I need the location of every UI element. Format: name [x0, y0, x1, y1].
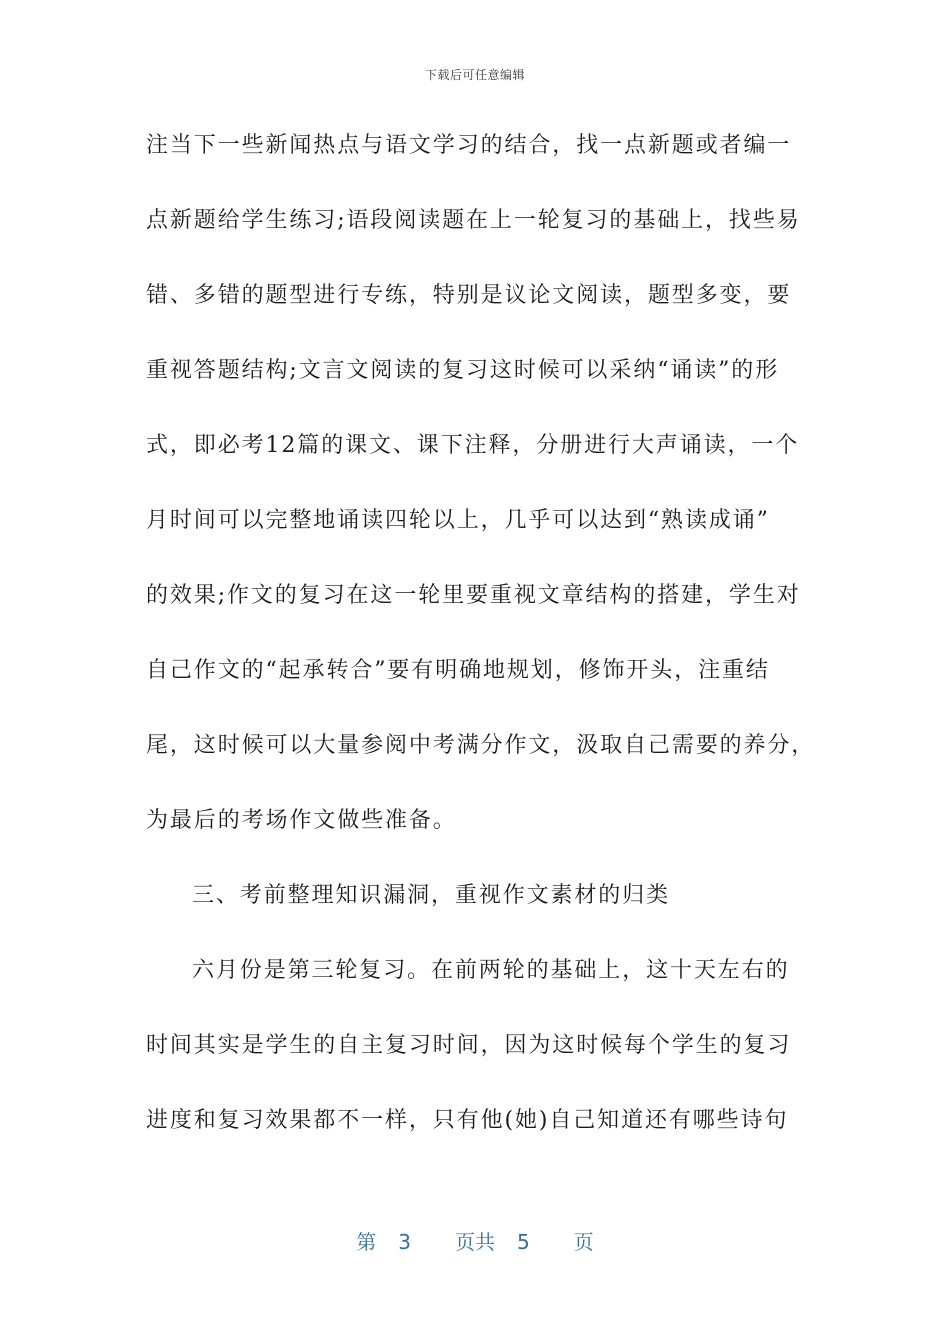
paragraph-line: 月时间可以完整地诵读四轮以上，几乎可以达到“熟读成诵” [146, 508, 770, 533]
page-prefix: 第 [356, 1230, 377, 1254]
body-text [146, 120, 816, 1170]
header-note: 下载后可任意编辑 [424, 68, 525, 82]
page-number-footer [0, 1226, 950, 1255]
page-total: 5 [517, 1230, 530, 1254]
paragraph-line: 的效果;作文的复习在这一轮里要重视文章结构的搭建，学生对 [146, 583, 801, 608]
paragraph-line: 重视答题结构;文言文阅读的复习这时候可以采纳“诵读”的形 [146, 358, 780, 383]
paragraph-line: 时间其实是学生的自主复习时间，因为这时候每个学生的复习 [146, 1033, 792, 1058]
page-suffix: 页 [573, 1230, 594, 1254]
page-middle: 页共 [455, 1230, 495, 1254]
paragraph-line: 六月份是第三轮复习。在前两轮的基础上，这十天左右的 [192, 958, 790, 983]
paragraph-line: 尾，这时候可以大量参阅中考满分作文，汲取自己需要的养分， [146, 733, 816, 758]
section-heading: 三、考前整理知识漏洞，重视作文素材的归类 [192, 883, 671, 908]
paragraph-line: 点新题给学生练习;语段阅读题在上一轮复习的基础上，找些易 [146, 208, 801, 233]
paragraph-line: 为最后的考场作文做些准备。 [146, 808, 457, 833]
paragraph-line: 错、多错的题型进行专练，特别是议论文阅读，题型多变，要 [146, 283, 792, 308]
page-current: 3 [398, 1230, 411, 1254]
paragraph-line: 自己作文的“起承转合”要有明确地规划，修饰开头，注重结 [146, 658, 770, 683]
paragraph-line: 进度和复习效果都不一样，只有他(她)自己知道还有哪些诗句 [146, 1108, 789, 1133]
paragraph-line: 式，即必考12篇的课文、课下注释，分册进行大声诵读，一个 [146, 433, 800, 458]
paragraph-line: 注当下一些新闻热点与语文学习的结合，找一点新题或者编一 [146, 133, 792, 158]
